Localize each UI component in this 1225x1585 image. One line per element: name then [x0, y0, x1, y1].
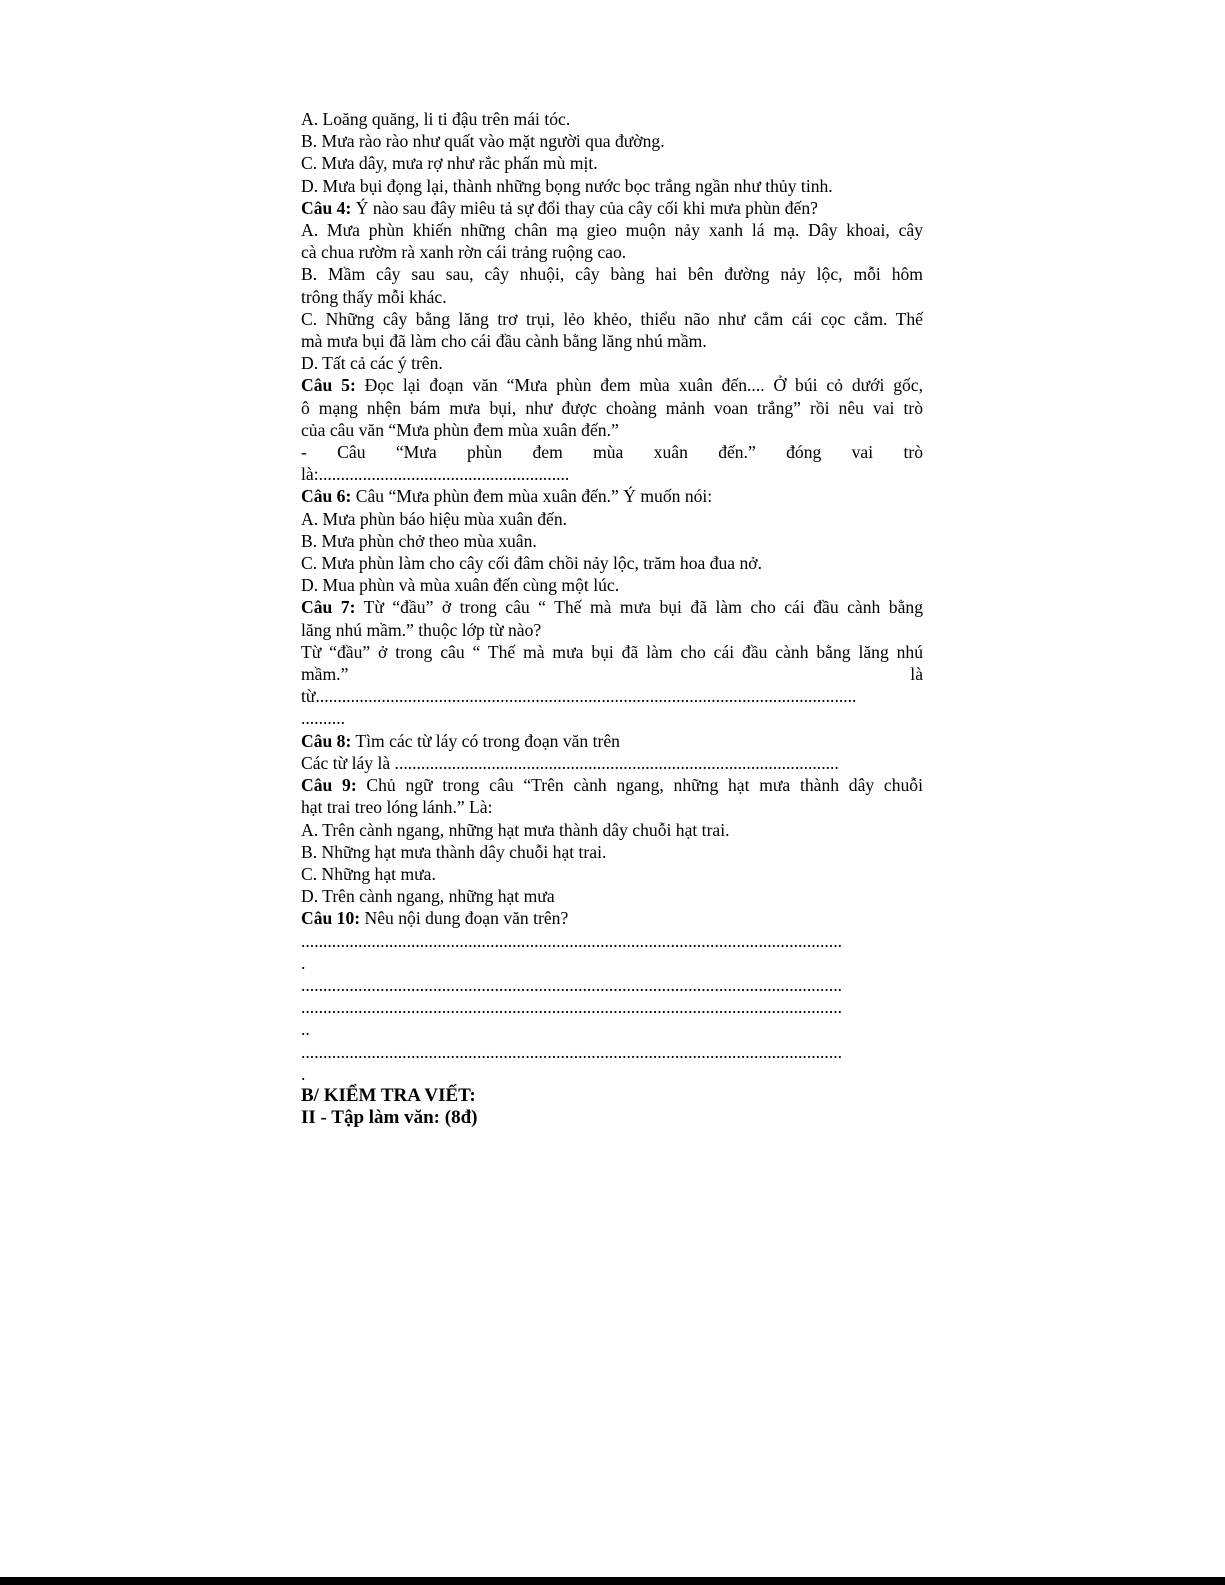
q7-answer-line2: mầm.” là	[301, 664, 923, 685]
q4-label: Câu 4:	[301, 197, 352, 218]
q9-question-line1	[301, 774, 923, 796]
q7-label: Câu 7:	[301, 597, 356, 618]
q10-question	[301, 907, 923, 929]
q5-answer-line1: - Câu “Mưa phùn đem mùa xuân đến.” đóng vai trò	[301, 442, 923, 463]
q5-question-line2: ô mạng nhện bám mưa bụi, như được choàng mảnh voan trắng” rồi nêu vai trò	[301, 397, 923, 418]
q9-label: Câu 9:	[301, 775, 357, 796]
q10-answer-line[interactable]: ...........................................................................................................................	[301, 1041, 843, 1062]
q9-text-1: Chủ ngữ trong câu “Trên cành ngang, những hạt mưa thành dây chuỗi	[356, 775, 923, 796]
q8-answer[interactable]: Các từ láy là .....................................................................................................	[301, 752, 839, 773]
q4-option-c-line2: mà mưa bụi đã làm cho cái đầu cành bằng lăng nhú mầm.	[301, 331, 707, 352]
q5-question-line3: của câu văn “Mưa phùn đem mùa xuân đến.”	[301, 419, 619, 440]
q6-option-d: D. Mua phùn và mùa xuân đến cùng một lúc.	[301, 575, 620, 596]
q6-label: Câu 6:	[301, 486, 352, 507]
q10-label: Câu 10:	[301, 908, 361, 929]
q4-text: Ý nào sau đây miêu tả sự đổi thay của cây cối khi mưa phùn đến?	[351, 197, 818, 218]
q5-label: Câu 5:	[301, 375, 356, 396]
q3-option-d: D. Mưa bụi đọng lại, thành những bọng nước bọc trắng ngần như thủy tinh.	[301, 175, 833, 196]
q8-label: Câu 8:	[301, 730, 352, 751]
q7-text-1: Từ “đầu” ở trong câu “ Thế mà mưa bụi đã làm cho cái đầu cành bằng	[355, 597, 923, 618]
q4-option-b-line2: trông thấy mỗi khác.	[301, 286, 447, 307]
section-b-subtitle: II - Tập làm văn: (8đ)	[301, 1107, 478, 1129]
document-body	[301, 108, 923, 1130]
q10-answer-line[interactable]: ...........................................................................................................................	[301, 930, 843, 951]
q8-question	[301, 730, 923, 752]
q7-answer-line1: Từ “đầu” ở trong câu “ Thế mà mưa bụi đã làm cho cái đầu cành bằng lăng nhú	[301, 641, 923, 662]
q10-answer-line[interactable]: .	[301, 952, 306, 973]
q4-option-a-line1: A. Mưa phùn khiến những chân mạ gieo muộn nảy xanh lá mạ. Dây khoai, cây	[301, 220, 923, 241]
q4-option-c-line1: C. Những cây bằng lăng trơ trụi, lẻo khẻo, thiểu não như cắm cái cọc cắm. Thế	[301, 308, 923, 329]
section-b-title: B/ KIỂM TRA VIẾT:	[301, 1084, 476, 1106]
q7-question-line2: lăng nhú mầm.” thuộc lớp từ nào?	[301, 619, 542, 640]
q9-option-c: C. Những hạt mưa.	[301, 863, 436, 884]
q3-option-c: C. Mưa dây, mưa rợ như rắc phấn mù mịt.	[301, 153, 598, 174]
q10-text: Nêu nội dung đoạn văn trên?	[360, 908, 569, 929]
q5-text-1: Đọc lại đoạn văn “Mưa phùn đem mùa xuân đến.... Ở búi cỏ dưới gốc,	[355, 375, 924, 396]
page-bottom-rule	[0, 1577, 1225, 1585]
q4-option-b-line1: B. Mầm cây sau sau, cây nhuội, cây bàng hai bên đường nảy lộc, mỗi hôm	[301, 264, 923, 285]
q3-option-a: A. Loăng quăng, li ti đậu trên mái tóc.	[301, 109, 571, 129]
q10-answer-line[interactable]: ...........................................................................................................................	[301, 997, 843, 1018]
q10-answer-line[interactable]: ...........................................................................................................................	[301, 974, 843, 995]
q6-option-b: B. Mưa phùn chở theo mùa xuân.	[301, 530, 537, 551]
q10-answer-line[interactable]: .	[301, 1063, 306, 1084]
q8-text: Tìm các từ láy có trong đoạn văn trên	[351, 730, 620, 751]
q6-option-c: C. Mưa phùn làm cho cây cối đâm chồi nảy lộc, trăm hoa đua nở.	[301, 553, 763, 574]
q6-text: Câu “Mưa phùn đem mùa xuân đến.” Ý muốn nói:	[351, 486, 713, 507]
q4-option-d: D. Tất cả các ý trên.	[301, 353, 443, 374]
q9-option-d: D. Trên cành ngang, những hạt mưa	[301, 886, 555, 907]
q5-question-line1	[301, 374, 923, 396]
q7-answer-line3[interactable]: từ...........................................................................................................................	[301, 686, 857, 707]
q9-option-b: B. Những hạt mưa thành dây chuỗi hạt trai.	[301, 841, 607, 862]
q5-answer-line2[interactable]: là:.........................................................	[301, 464, 570, 485]
q9-question-line2: hạt trai treo lóng lánh.” Là:	[301, 797, 493, 818]
q4-option-a-line2: cà chua rườm rà xanh rờn cái trảng ruộng cao.	[301, 242, 627, 263]
q7-question-line1	[301, 596, 923, 618]
q10-answer-line[interactable]: ..	[301, 1019, 310, 1040]
q6-question	[301, 485, 923, 507]
q9-option-a: A. Trên cành ngang, những hạt mưa thành dây chuỗi hạt trai.	[301, 819, 730, 840]
q6-option-a: A. Mưa phùn báo hiệu mùa xuân đến.	[301, 508, 568, 529]
q4-question	[301, 197, 923, 219]
q7-answer-line4[interactable]: ..........	[301, 708, 345, 729]
q3-option-b: B. Mưa rào rào như quất vào mặt người qua đường.	[301, 131, 665, 152]
